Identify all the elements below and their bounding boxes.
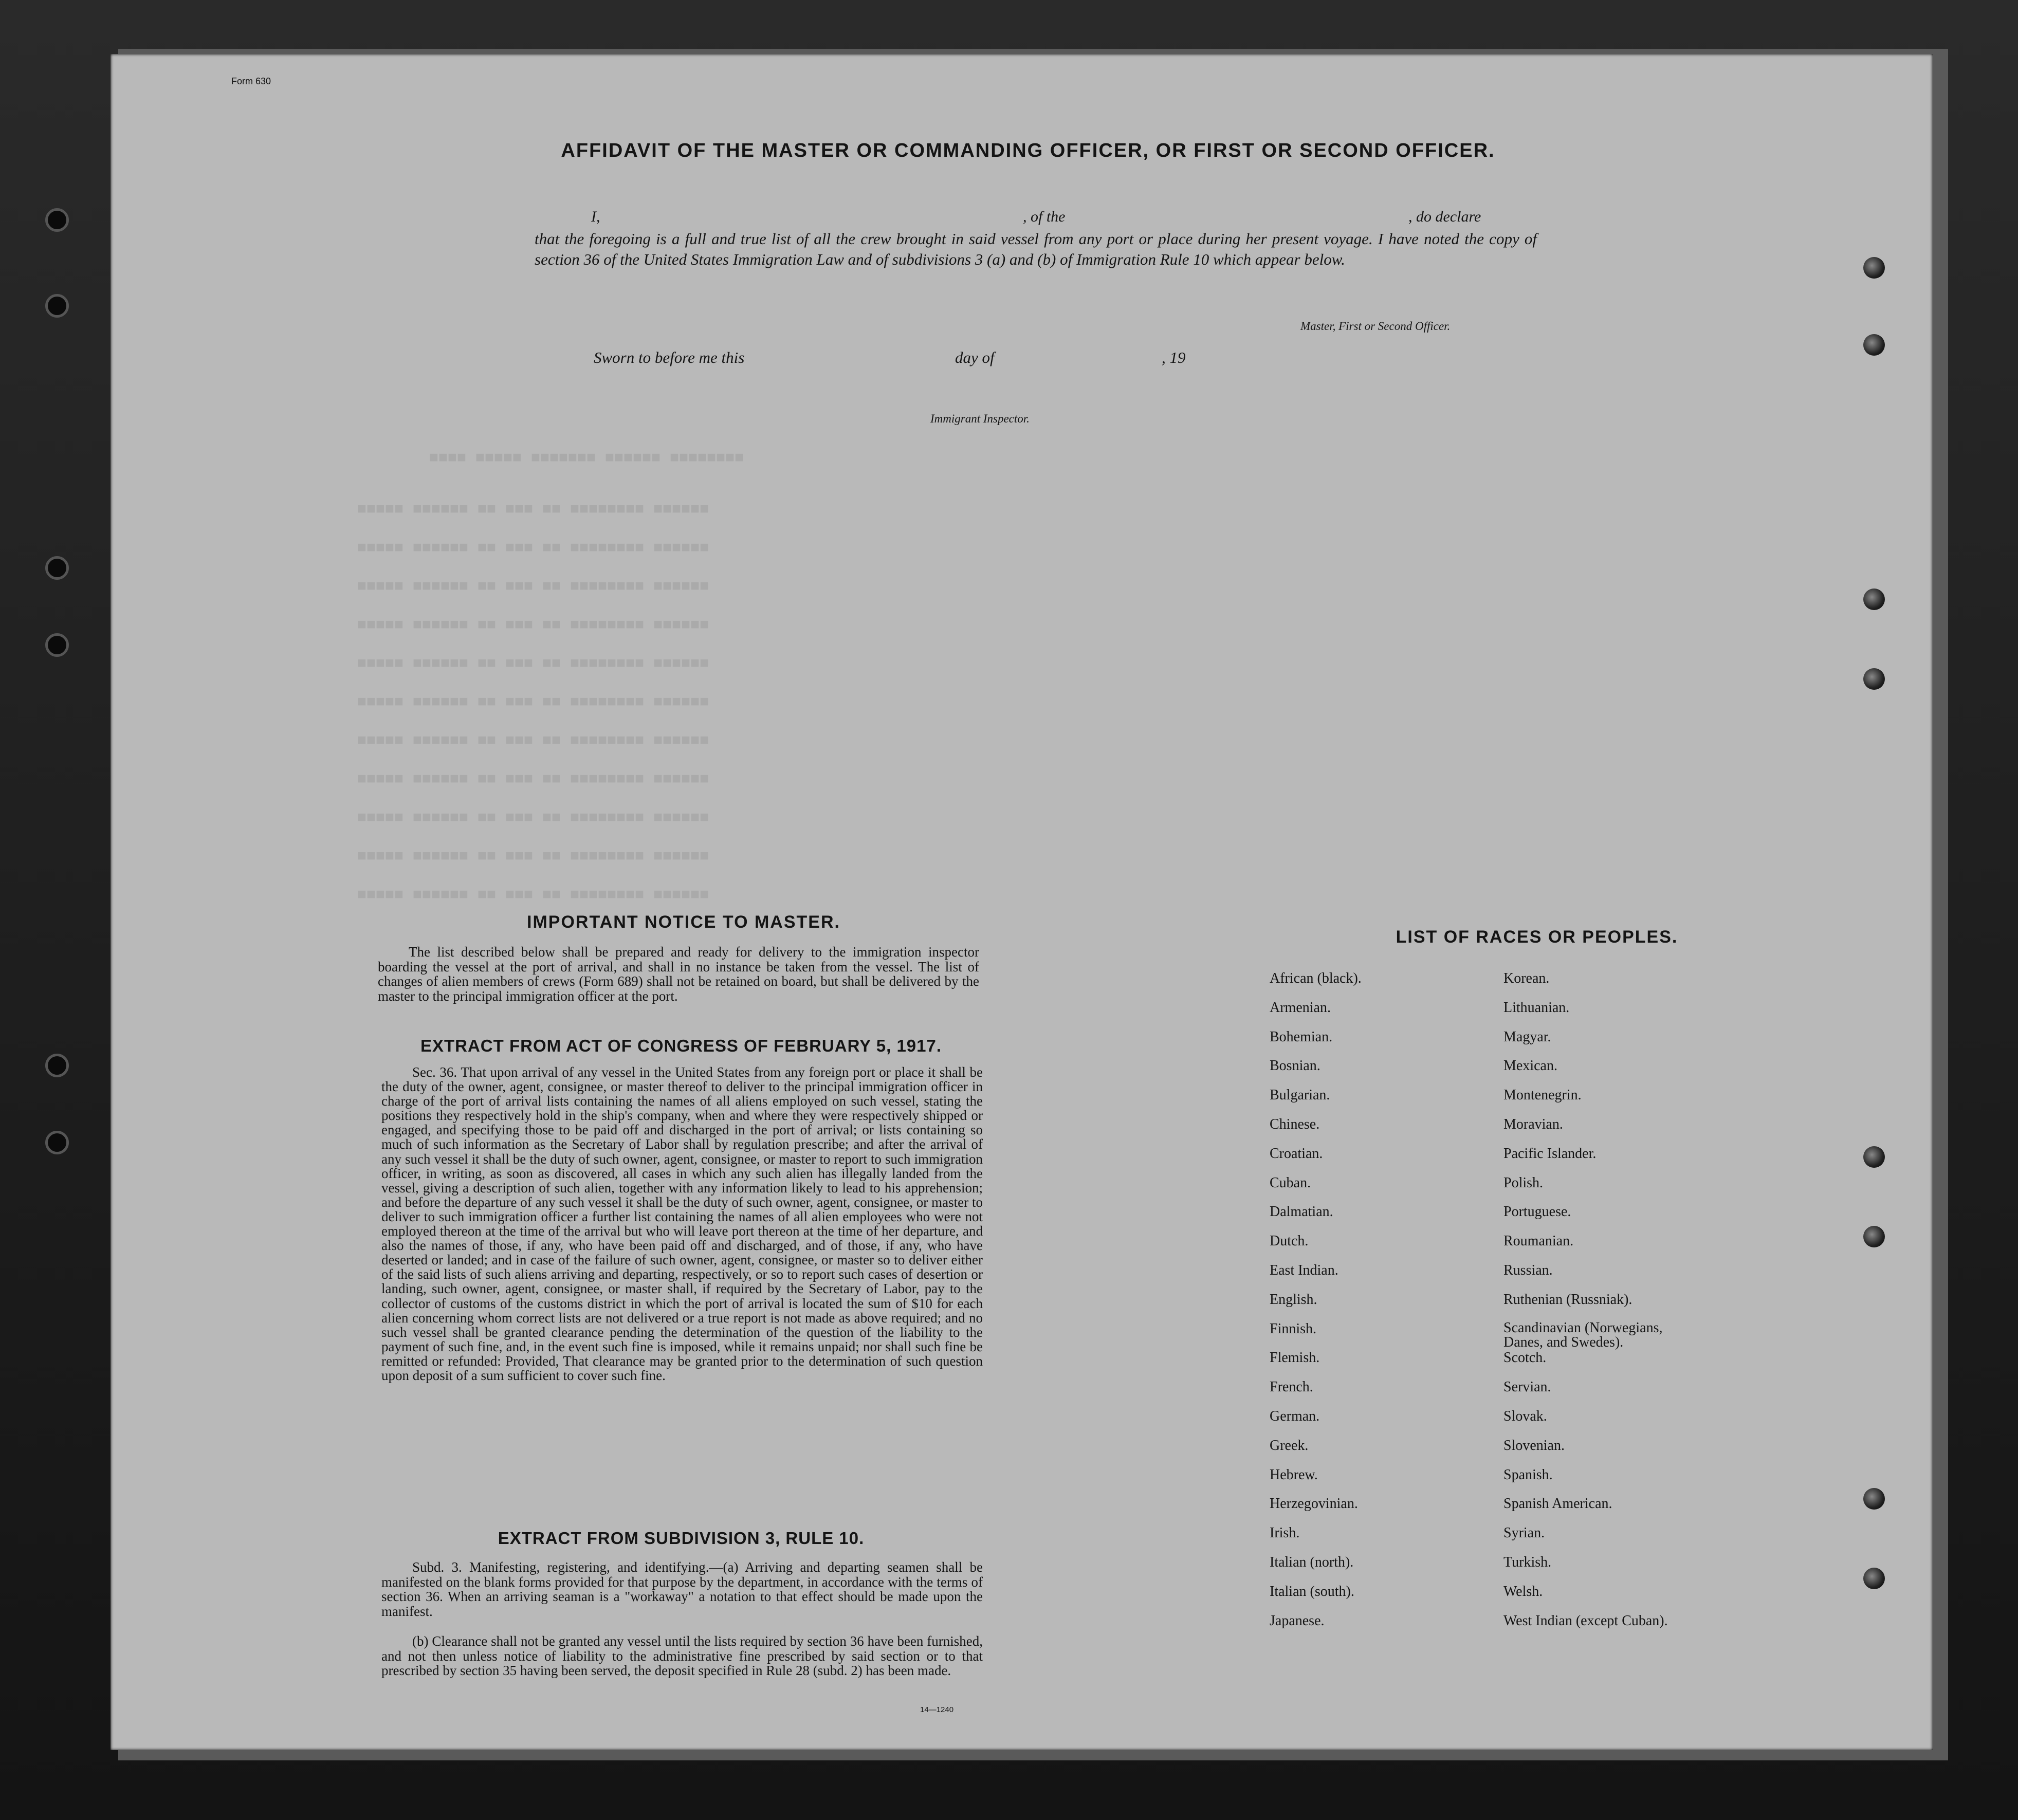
affidavit-title: AFFIDAVIT OF THE MASTER OR COMMANDING OFFICER, OR FIRST OR SECOND OFFICER. [561,140,1495,161]
race-item: Scandinavian (Norwegians, Danes, and Swedes). [1503,1319,1663,1350]
subdivision-3b-text: (b) Clearance shall not be granted any vessel until the lists required by section 36 have been furnished, and not then unless notice of liability to the administrative fine prescribed by said section or to that prescribed by section 35 having been served, the deposit specified in Rule 28 (subd. 2) has been made. [381,1633,983,1678]
bleed-through: ■■■■■ ■■■■■■ ■■ ■■■ ■■ ■■■■■■■■ ■■■■■■ [357,578,709,596]
binder-hole [45,208,69,232]
extract-act-title: EXTRACT FROM ACT OF CONGRESS OF FEBRUARY 5, 1917. [420,1036,942,1055]
race-item: German. [1270,1408,1320,1424]
race-item: Korean. [1503,970,1550,986]
race-item: Scotch. [1503,1350,1547,1366]
race-item: Polish. [1503,1174,1544,1191]
race-item: Syrian. [1503,1525,1545,1541]
sworn-day-of: day of [955,348,995,366]
form-number: Form 630 [231,76,271,86]
sworn-text: Sworn to before me this [594,348,745,366]
race-item: Irish. [1270,1525,1300,1541]
subdivision-3a-text: Subd. 3. Manifesting, registering, and identifying.—(a) Arriving and departing seamen shall be manifested on the blank forms provided for that purpose by the department, in accordance with the terms of section 36. When an arriving seaman is a "workaway" a notation to that effect should be made upon the manifest. [381,1559,983,1619]
race-item: Hebrew. [1270,1466,1318,1483]
race-item: Slovenian. [1503,1437,1565,1454]
affidavit-declare: , do declare [1408,208,1481,225]
bleed-through: ■■■■■ ■■■■■■ ■■ ■■■ ■■ ■■■■■■■■ ■■■■■■ [357,540,709,557]
rivet-icon [1863,1568,1885,1589]
print-code: 14—1240 [920,1705,954,1714]
rivet-icon [1863,668,1885,690]
race-item: Magyar. [1503,1028,1551,1045]
notice-title: IMPORTANT NOTICE TO MASTER. [527,912,840,932]
bleed-through: ■■■■■ ■■■■■■ ■■ ■■■ ■■ ■■■■■■■■ ■■■■■■ [357,887,709,904]
rivet-icon [1863,257,1885,279]
race-item: Mexican. [1503,1058,1557,1074]
race-item: Portuguese. [1503,1204,1571,1220]
races-title: LIST OF RACES OR PEOPLES. [1396,927,1678,947]
race-item: Finnish. [1270,1320,1317,1337]
affidavit-declaration: that the foregoing is a full and true list of all the crew brought in said vessel from any port or place during her present voyage. I have noted the copy of section 36 of the United States Immigration Law and of subdivisions 3 (a) and (b) of Immigration Rule 10 which appear below. [535,230,1537,268]
notice-body: The list described below shall be prepared and ready for delivery to the immigration inspector boarding the vessel at the port of arrival, and shall in no instance be taken from the vessel. The list of changes of alien members of crews (Form 689) shall not be retained on board, but shall be delivered by the master to the principal immigration officer at the port. [378,944,979,1004]
rivet-icon [1863,1226,1885,1247]
binder-hole [45,1054,69,1077]
bleed-through: ■■■■■ ■■■■■■ ■■ ■■■ ■■ ■■■■■■■■ ■■■■■■ [357,617,709,634]
race-item: English. [1270,1291,1317,1308]
race-item: Dalmatian. [1270,1204,1333,1220]
race-item: Japanese. [1270,1612,1325,1629]
section-36-text: Sec. 36. That upon arrival of any vessel in the United States from any foreign port or place it shall be the duty of the owner, agent, consignee, or master thereof to deliver to the principal immigration officer in charge of the port of arrival lists containing the names of all aliens employed on such vessel, stating the positions they respectively hold in the ship's company, when and where they were respectively shipped or engaged, and specifying those to be paid off and discharged in the port of arrival; or lists containing so much of such information as the Secretary of Labor shall by regulation prescribe; and after the arrival of any such vessel it shall be the duty of such owner, agent, consignee, or master to report to such immigration officer, in writing, as soon as discovered, all cases in which any such alien has illegally landed from the vessel, giving a description of such alien, together with any information likely to lead to his apprehension; and before the departure of any such vessel it shall be the duty of such owner, agent, consignee, or master to deliver to such immigration officer a further list containing the names of all alien employees who were not employed thereon at the time of the arrival but who will leave port thereon at the time of her departure, and also the names of those, if any, who have been paid off and discharged, and of those, if any, who have deserted or landed; and in case of the failure of such owner, agent, consignee, or master so to deliver either of the said lists of such aliens arriving and departing, respectively, or so to report such cases of desertion or landing, such owner, agent, consignee, or master shall, if required by the Secretary of Labor, pay to the collector of customs of the customs district in which the port of arrival is located the sum of $10 for each alien concerning whom correct lists are not delivered or a true report is not made as above required; and no such vessel shall be granted clearance pending the determination of the question of the liability to the payment of such fine, and, in the event such fine is imposed, while it remains unpaid; nor shall such fine be remitted or refunded: Provided, That clearance may be granted prior to the determination of such question upon deposit of a sum sufficient to cover such fine. [381,1064,983,1383]
binder-hole [45,294,69,318]
race-item: African (black). [1270,970,1362,986]
race-item: Chinese. [1270,1116,1320,1132]
race-item: French. [1270,1379,1313,1395]
race-item: Armenian. [1270,999,1331,1016]
race-item: Turkish. [1503,1554,1552,1570]
bleed-through: ■■■■■ ■■■■■■ ■■ ■■■ ■■ ■■■■■■■■ ■■■■■■ [357,771,709,788]
race-item: Bohemian. [1270,1028,1333,1045]
race-item: Moravian. [1503,1116,1563,1132]
master-signature-label: Master, First or Second Officer. [1300,320,1451,333]
race-item: Cuban. [1270,1174,1311,1191]
race-item: Russian. [1503,1262,1553,1278]
race-item: West Indian (except Cuban). [1503,1612,1668,1629]
race-item: Italian (south). [1270,1583,1354,1600]
rivet-icon [1863,334,1885,356]
race-item: Spanish American. [1503,1496,1612,1512]
inspector-label: Immigrant Inspector. [930,412,1030,425]
race-item: Lithuanian. [1503,999,1570,1016]
race-item: Croatian. [1270,1145,1323,1162]
affidavit-i: I, [591,208,600,225]
race-item: Pacific Islander. [1503,1145,1597,1162]
race-item: Italian (north). [1270,1554,1354,1570]
races-list-right [1503,970,1689,1642]
race-item: Bosnian. [1270,1058,1320,1074]
bleed-through: ■■■■ ■■■■■ ■■■■■■■ ■■■■■■ ■■■■■■■■ [429,450,744,467]
rivet-icon [1863,1488,1885,1510]
race-item: Greek. [1270,1437,1309,1454]
race-item: Servian. [1503,1379,1551,1395]
race-item: Herzegovinian. [1270,1496,1358,1512]
sworn-year: , 19 [1162,348,1186,366]
race-item: East Indian. [1270,1262,1338,1278]
race-item: Flemish. [1270,1350,1320,1366]
race-item: Montenegrin. [1503,1087,1582,1104]
bleed-through: ■■■■■ ■■■■■■ ■■ ■■■ ■■ ■■■■■■■■ ■■■■■■ [357,848,709,866]
race-item: Ruthenian (Russniak). [1503,1291,1632,1308]
binder-hole [45,1131,69,1154]
rivet-icon [1863,1146,1885,1168]
bleed-through: ■■■■■ ■■■■■■ ■■ ■■■ ■■ ■■■■■■■■ ■■■■■■ [357,732,709,750]
extract-rule-title: EXTRACT FROM SUBDIVISION 3, RULE 10. [498,1529,865,1548]
affidavit-of-the: , of the [1023,208,1066,225]
race-item: Roumanian. [1503,1233,1574,1249]
race-item: Slovak. [1503,1408,1547,1424]
bleed-through: ■■■■■ ■■■■■■ ■■ ■■■ ■■ ■■■■■■■■ ■■■■■■ [357,501,709,519]
race-item: Dutch. [1270,1233,1309,1249]
bleed-through: ■■■■■ ■■■■■■ ■■ ■■■ ■■ ■■■■■■■■ ■■■■■■ [357,810,709,827]
bleed-through: ■■■■■ ■■■■■■ ■■ ■■■ ■■ ■■■■■■■■ ■■■■■■ [357,694,709,711]
rivet-icon [1863,589,1885,610]
race-item: Bulgarian. [1270,1087,1330,1104]
binder-hole [45,633,69,657]
binder-hole [45,556,69,580]
race-item: Welsh. [1503,1583,1543,1600]
race-item: Spanish. [1503,1466,1553,1483]
bleed-through: ■■■■■ ■■■■■■ ■■ ■■■ ■■ ■■■■■■■■ ■■■■■■ [357,655,709,673]
races-list-left [1270,970,1362,1642]
